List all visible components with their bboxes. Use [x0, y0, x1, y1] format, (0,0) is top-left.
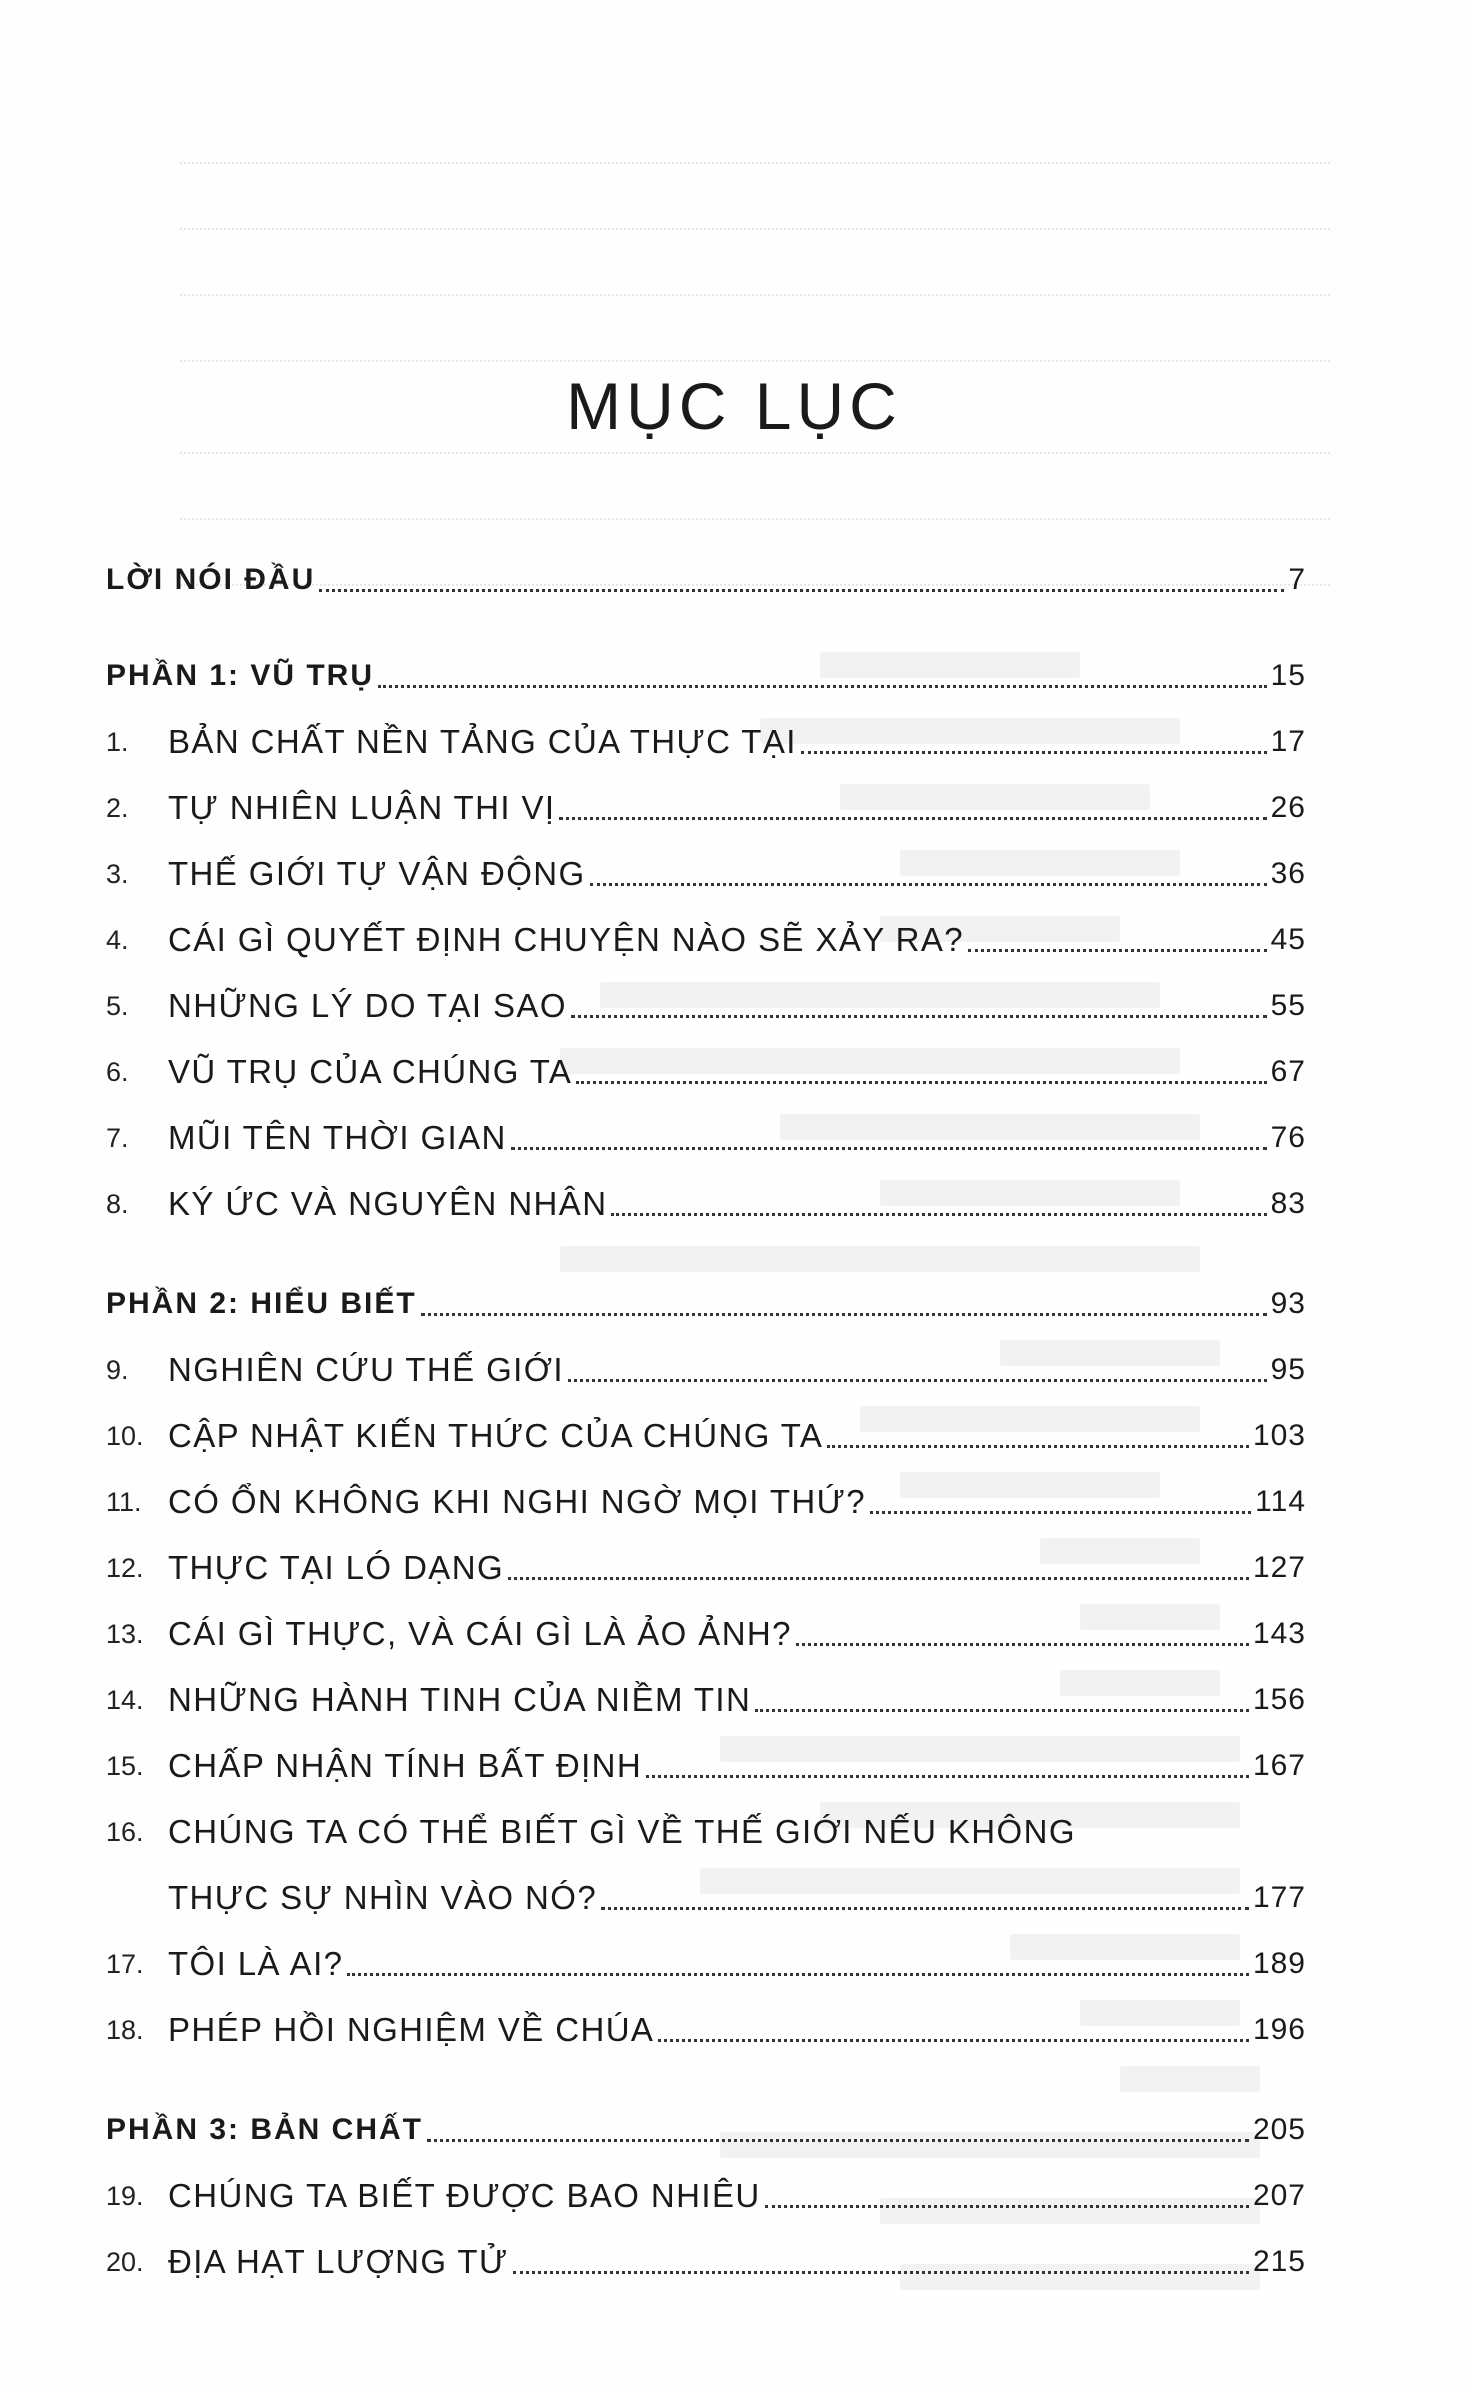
toc-label: BẢN CHẤT NỀN TẢNG CỦA THỰC TẠI: [168, 723, 797, 760]
toc-entry: [106, 1610, 1306, 1656]
toc-label: TÔI LÀ AI?: [168, 1945, 344, 1982]
toc-entry-number: 8.: [106, 1189, 129, 1219]
toc-label: VŨ TRỤ CỦA CHÚNG TA: [168, 1053, 573, 1090]
toc-label: CHẤP NHẬN TÍNH BẤT ĐỊNH: [168, 1747, 643, 1784]
toc-label: CÁI GÌ QUYẾT ĐỊNH CHUYỆN NÀO SẼ XẢY RA?: [168, 921, 965, 958]
toc-page-number: 167: [1252, 1749, 1306, 1782]
dot-leader: [568, 1379, 1267, 1382]
toc-label: PHẦN 2: HIỂU BIẾT: [106, 1287, 417, 1320]
toc-label: THỰC SỰ NHÌN VÀO NÓ?: [168, 1879, 598, 1916]
toc-label: THẾ GIỚI TỰ VẬN ĐỘNG: [168, 855, 586, 892]
toc-page-number: 93: [1270, 1287, 1306, 1320]
toc-label: TỰ NHIÊN LUẬN THI VỊ: [168, 789, 556, 826]
toc-entry-number: 16.: [106, 1817, 144, 1847]
toc-page-number: 196: [1252, 2013, 1306, 2046]
toc-entry-number: 12.: [106, 1553, 144, 1583]
toc-page-number: 7: [1288, 563, 1306, 596]
toc-heading: [106, 652, 1306, 698]
toc-label: CÁI GÌ THỰC, VÀ CÁI GÌ LÀ ẢO ẢNH?: [168, 1615, 792, 1652]
dot-leader: [611, 1213, 1266, 1216]
dot-leader: [646, 1775, 1249, 1778]
toc-heading: [106, 1280, 1306, 1326]
toc-entry-number: 19.: [106, 2181, 144, 2211]
dot-leader: [801, 751, 1267, 754]
toc-page-number: 127: [1252, 1551, 1306, 1584]
toc-entry: [106, 1346, 1306, 1392]
toc-label: CÓ ỔN KHÔNG KHI NGHI NGỜ MỌI THỨ?: [168, 1483, 866, 1520]
toc-page-number: 103: [1252, 1419, 1306, 1452]
toc-label: ĐỊA HẠT LƯỢNG TỬ: [168, 2243, 509, 2280]
toc-entry: [106, 2006, 1306, 2052]
toc-page-number: 114: [1255, 1485, 1306, 1518]
dot-leader: [571, 1015, 1267, 1018]
toc-entry: [106, 916, 1306, 962]
toc-label: PHÉP HỒI NGHIỆM VỀ CHÚA: [168, 2011, 655, 2048]
toc-entry: [106, 1544, 1306, 1590]
toc-page-number: 143: [1252, 1617, 1306, 1650]
toc-entry: [106, 2172, 1306, 2218]
toc-label: CHÚNG TA BIẾT ĐƯỢC BAO NHIÊU: [168, 2177, 761, 2214]
dot-leader: [755, 1709, 1249, 1712]
toc-entry-number: 20.: [106, 2247, 144, 2277]
toc-entry-continuation: [106, 1874, 1306, 1920]
toc-entry-number: 17.: [106, 1949, 144, 1979]
toc-page-number: 207: [1252, 2179, 1306, 2212]
toc-label: CHÚNG TA CÓ THỂ BIẾT GÌ VỀ THẾ GIỚI NẾU KHÔNG: [168, 1813, 1076, 1850]
toc-label: NHỮNG HÀNH TINH CỦA NIỀM TIN: [168, 1681, 752, 1718]
toc-page-number: 67: [1270, 1055, 1306, 1088]
toc-entry: [106, 1808, 1306, 1854]
toc-entry: [106, 1114, 1306, 1160]
toc-entry-number: 1.: [106, 727, 129, 757]
toc-label: NGHIÊN CỨU THẾ GIỚI: [168, 1351, 564, 1388]
toc-entry-number: 2.: [106, 793, 129, 823]
toc-page-number: 76: [1270, 1121, 1306, 1154]
toc-entry: [106, 718, 1306, 764]
dot-leader: [796, 1643, 1249, 1646]
toc-entry-number: 6.: [106, 1057, 129, 1087]
toc-label: MŨI TÊN THỜI GIAN: [168, 1119, 507, 1156]
toc-label: KÝ ỨC VÀ NGUYÊN NHÂN: [168, 1185, 608, 1222]
dot-leader: [968, 949, 1267, 952]
dot-leader: [378, 685, 1267, 688]
toc-entry-number: 18.: [106, 2015, 144, 2045]
dot-leader: [576, 1081, 1266, 1084]
toc-label: NHỮNG LÝ DO TẠI SAO: [168, 987, 567, 1024]
toc-page-number: 215: [1252, 2245, 1306, 2278]
toc-entry-number: 10.: [106, 1421, 144, 1451]
dot-leader: [427, 2139, 1249, 2142]
toc-entry-number: 9.: [106, 1355, 129, 1385]
toc-entry: [106, 1940, 1306, 1986]
toc-entry: [106, 1742, 1306, 1788]
toc-entry: [106, 784, 1306, 830]
dot-leader: [658, 2039, 1249, 2042]
page-title: MỤC LỤC: [566, 369, 902, 443]
toc-entry: [106, 982, 1306, 1028]
toc-page-number: 83: [1270, 1187, 1306, 1220]
toc-page-number: 15: [1270, 659, 1306, 692]
toc-page-number: 189: [1252, 1947, 1306, 1980]
dot-leader: [513, 2271, 1249, 2274]
toc-label: LỜI NÓI ĐẦU: [106, 563, 316, 596]
toc-entry-number: 5.: [106, 991, 129, 1021]
toc-entry-number: 14.: [106, 1685, 144, 1715]
toc-page-number: 156: [1252, 1683, 1306, 1716]
dot-leader: [827, 1445, 1249, 1448]
toc-heading: [106, 556, 1306, 602]
dot-leader: [511, 1147, 1267, 1150]
toc-entry-number: 4.: [106, 925, 129, 955]
toc-entry: [106, 1048, 1306, 1094]
dot-leader: [590, 883, 1267, 886]
toc-entry-number: 7.: [106, 1123, 129, 1153]
toc-entry: [106, 850, 1306, 896]
toc-heading: [106, 2106, 1306, 2152]
dot-leader: [421, 1313, 1267, 1316]
toc-label: CẬP NHẬT KIẾN THỨC CỦA CHÚNG TA: [168, 1417, 824, 1454]
toc-page-number: 36: [1270, 857, 1306, 890]
toc-label: PHẦN 1: VŨ TRỤ: [106, 659, 375, 692]
toc-label: THỰC TẠI LÓ DẠNG: [168, 1549, 505, 1586]
toc-entry-number: 15.: [106, 1751, 144, 1781]
toc-label: PHẦN 3: BẢN CHẤT: [106, 2113, 423, 2146]
dot-leader: [870, 1511, 1251, 1514]
toc-entry: [106, 1412, 1306, 1458]
toc-page-number: 205: [1252, 2113, 1306, 2146]
toc-entry: [106, 2238, 1306, 2284]
dot-leader: [601, 1907, 1249, 1910]
toc-page-number: 177: [1252, 1881, 1306, 1914]
toc-entry: [106, 1180, 1306, 1226]
dot-leader: [559, 817, 1266, 820]
toc-page-number: 17: [1270, 725, 1306, 758]
toc-entry-number: 3.: [106, 859, 129, 889]
toc-entry-number: 11.: [106, 1487, 142, 1517]
toc-page-number: 45: [1270, 923, 1306, 956]
dot-leader: [765, 2205, 1249, 2208]
dot-leader: [347, 1973, 1249, 1976]
toc-entry-number: 13.: [106, 1619, 144, 1649]
toc-page-number: 26: [1270, 791, 1306, 824]
toc-page-number: 55: [1270, 989, 1306, 1022]
dot-leader: [319, 589, 1284, 592]
dot-leader: [508, 1577, 1249, 1580]
toc-entry: [106, 1478, 1306, 1524]
toc-page-number: 95: [1270, 1353, 1306, 1386]
toc-entry: [106, 1676, 1306, 1722]
